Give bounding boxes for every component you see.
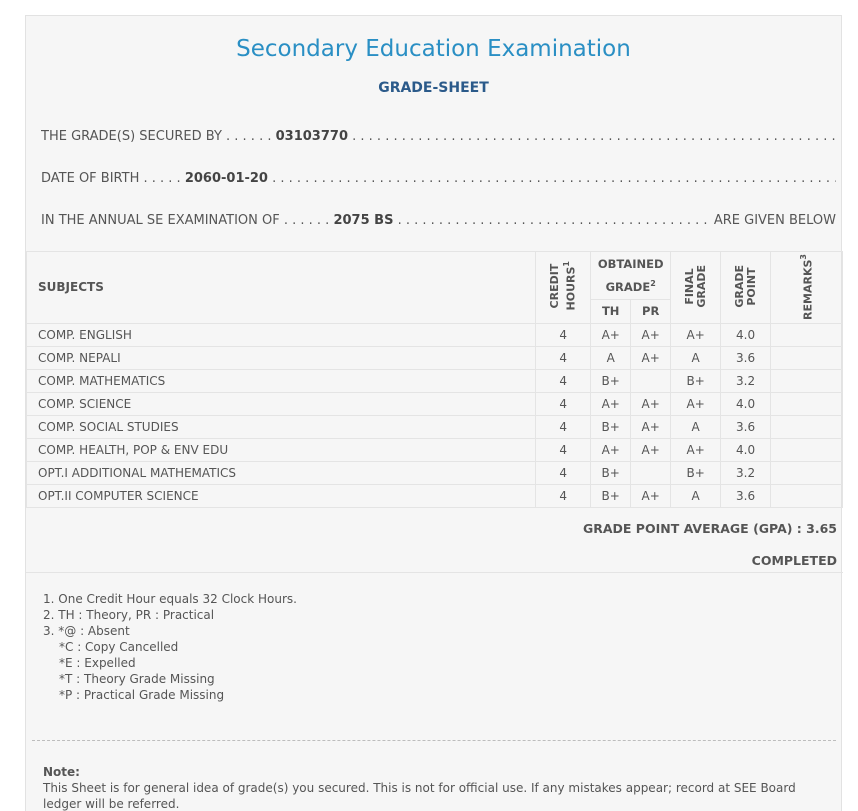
final-grade-cell: A bbox=[671, 346, 721, 369]
grade-point-cell: 3.2 bbox=[721, 461, 771, 484]
disclaimer-label: Note: bbox=[43, 765, 80, 779]
credit-cell: 4 bbox=[536, 323, 591, 346]
header-obtained-grade: OBTAINED GRADE$^2$ bbox=[591, 252, 671, 300]
grade-point-cell: 3.6 bbox=[721, 484, 771, 507]
dob-value: 2060-01-20 bbox=[184, 171, 268, 186]
table-row bbox=[27, 346, 843, 369]
final-grade-cell: B+ bbox=[671, 461, 721, 484]
dot-leader bbox=[398, 213, 710, 228]
header-pr: PR bbox=[631, 299, 671, 323]
table-row bbox=[27, 484, 843, 507]
secured-by-label: THE GRADE(S) SECURED BY . . . . . . bbox=[41, 129, 272, 144]
remarks-cell bbox=[771, 415, 843, 438]
grade-point-cell: 3.2 bbox=[721, 369, 771, 392]
subject-cell: COMP. NEPALI bbox=[27, 346, 536, 369]
remarks-cell bbox=[771, 323, 843, 346]
footnote: *T : Theory Grade Missing bbox=[59, 672, 215, 686]
grade-sheet bbox=[25, 15, 842, 811]
credit-cell: 4 bbox=[536, 484, 591, 507]
header-credit-hours: CREDIT HOURS$^1$ bbox=[536, 252, 591, 324]
th-grade-cell: A+ bbox=[591, 438, 631, 461]
header-th: TH bbox=[591, 299, 631, 323]
pr-grade-cell: A+ bbox=[631, 484, 671, 507]
header-subjects: SUBJECTS bbox=[27, 252, 536, 324]
grade-point-cell: 4.0 bbox=[721, 392, 771, 415]
credit-cell: 4 bbox=[536, 438, 591, 461]
page-title: Secondary Education Examination bbox=[236, 36, 631, 62]
final-grade-cell: A+ bbox=[671, 438, 721, 461]
footnotes bbox=[43, 591, 297, 703]
th-grade-cell: B+ bbox=[591, 415, 631, 438]
remarks-cell bbox=[771, 484, 843, 507]
footnote: *P : Practical Grade Missing bbox=[59, 688, 225, 702]
th-grade-cell: B+ bbox=[591, 369, 631, 392]
remarks-cell bbox=[771, 461, 843, 484]
final-grade-cell: B+ bbox=[671, 369, 721, 392]
remarks-cell bbox=[771, 369, 843, 392]
subject-cell: COMP. SOCIAL STUDIES bbox=[27, 415, 536, 438]
exam-line bbox=[41, 213, 836, 233]
footnote: *C : Copy Cancelled bbox=[59, 640, 179, 654]
dob-line bbox=[41, 171, 836, 191]
header-final-grade: FINAL GRADE bbox=[671, 252, 721, 324]
remarks-cell bbox=[771, 392, 843, 415]
table-row bbox=[27, 415, 843, 438]
grade-point-cell: 3.6 bbox=[721, 346, 771, 369]
table-row bbox=[27, 323, 843, 346]
pr-grade-cell: A+ bbox=[631, 346, 671, 369]
disclaimer bbox=[43, 764, 833, 811]
grade-point-cell: 4.0 bbox=[721, 438, 771, 461]
pr-grade-cell bbox=[631, 369, 671, 392]
pr-grade-cell: A+ bbox=[631, 438, 671, 461]
subject-cell: OPT.I ADDITIONAL MATHEMATICS bbox=[27, 461, 536, 484]
footnote: 2. TH : Theory, PR : Practical bbox=[43, 608, 215, 622]
credit-cell: 4 bbox=[536, 346, 591, 369]
th-grade-cell: A+ bbox=[591, 392, 631, 415]
remarks-cell bbox=[771, 438, 843, 461]
divider bbox=[26, 572, 843, 573]
final-grade-cell: A bbox=[671, 484, 721, 507]
dot-leader bbox=[352, 129, 836, 144]
th-grade-cell: B+ bbox=[591, 461, 631, 484]
symbol-number: 03103770 bbox=[275, 129, 348, 144]
pr-grade-cell: A+ bbox=[631, 415, 671, 438]
dob-label: DATE OF BIRTH . . . . . bbox=[41, 171, 181, 186]
gpa-value: GRADE POINT AVERAGE (GPA) : 3.65 bbox=[582, 521, 837, 536]
subject-cell: COMP. SCIENCE bbox=[27, 392, 536, 415]
footnote: *E : Expelled bbox=[59, 656, 136, 670]
th-grade-cell: A+ bbox=[591, 323, 631, 346]
page-subtitle: GRADE-SHEET bbox=[378, 80, 489, 96]
exam-label: IN THE ANNUAL SE EXAMINATION OF . . . . . . bbox=[41, 213, 330, 228]
grade-point-cell: 4.0 bbox=[721, 323, 771, 346]
grade-point-cell: 3.6 bbox=[721, 415, 771, 438]
result-status: COMPLETED bbox=[751, 553, 837, 568]
credit-cell: 4 bbox=[536, 415, 591, 438]
remarks-cell bbox=[771, 346, 843, 369]
subject-cell: COMP. ENGLISH bbox=[27, 323, 536, 346]
subject-cell: COMP. HEALTH, POP & ENV EDU bbox=[27, 438, 536, 461]
header-grade-point: GRADE POINT bbox=[721, 252, 771, 324]
table-row bbox=[27, 438, 843, 461]
subject-cell: COMP. MATHEMATICS bbox=[27, 369, 536, 392]
header-remarks: REMARKS$^3$ bbox=[771, 252, 843, 324]
th-grade-cell: A bbox=[591, 346, 631, 369]
footnote: 3. *@ : Absent bbox=[43, 624, 130, 638]
credit-cell: 4 bbox=[536, 461, 591, 484]
table-row bbox=[27, 392, 843, 415]
table-row bbox=[27, 369, 843, 392]
disclaimer-text: This Sheet is for general idea of grade(s) you secured. This is not for official use. If any mistakes appear; record at SEE Board ledger will be referred. bbox=[43, 781, 796, 811]
footnote: 1. One Credit Hour equals 32 Clock Hours. bbox=[43, 592, 297, 606]
dot-leader bbox=[272, 171, 836, 186]
pr-grade-cell: A+ bbox=[631, 323, 671, 346]
final-grade-cell: A+ bbox=[671, 323, 721, 346]
exam-tail: ARE GIVEN BELOW bbox=[713, 213, 836, 228]
subject-cell: OPT.II COMPUTER SCIENCE bbox=[27, 484, 536, 507]
exam-year: 2075 BS bbox=[333, 213, 394, 228]
pr-grade-cell: A+ bbox=[631, 392, 671, 415]
final-grade-cell: A+ bbox=[671, 392, 721, 415]
pr-grade-cell bbox=[631, 461, 671, 484]
credit-cell: 4 bbox=[536, 369, 591, 392]
th-grade-cell: B+ bbox=[591, 484, 631, 507]
secured-by-line bbox=[41, 129, 836, 149]
table-row bbox=[27, 461, 843, 484]
grades-table bbox=[26, 251, 843, 508]
dashed-divider bbox=[32, 740, 836, 741]
credit-cell: 4 bbox=[536, 392, 591, 415]
final-grade-cell: A bbox=[671, 415, 721, 438]
